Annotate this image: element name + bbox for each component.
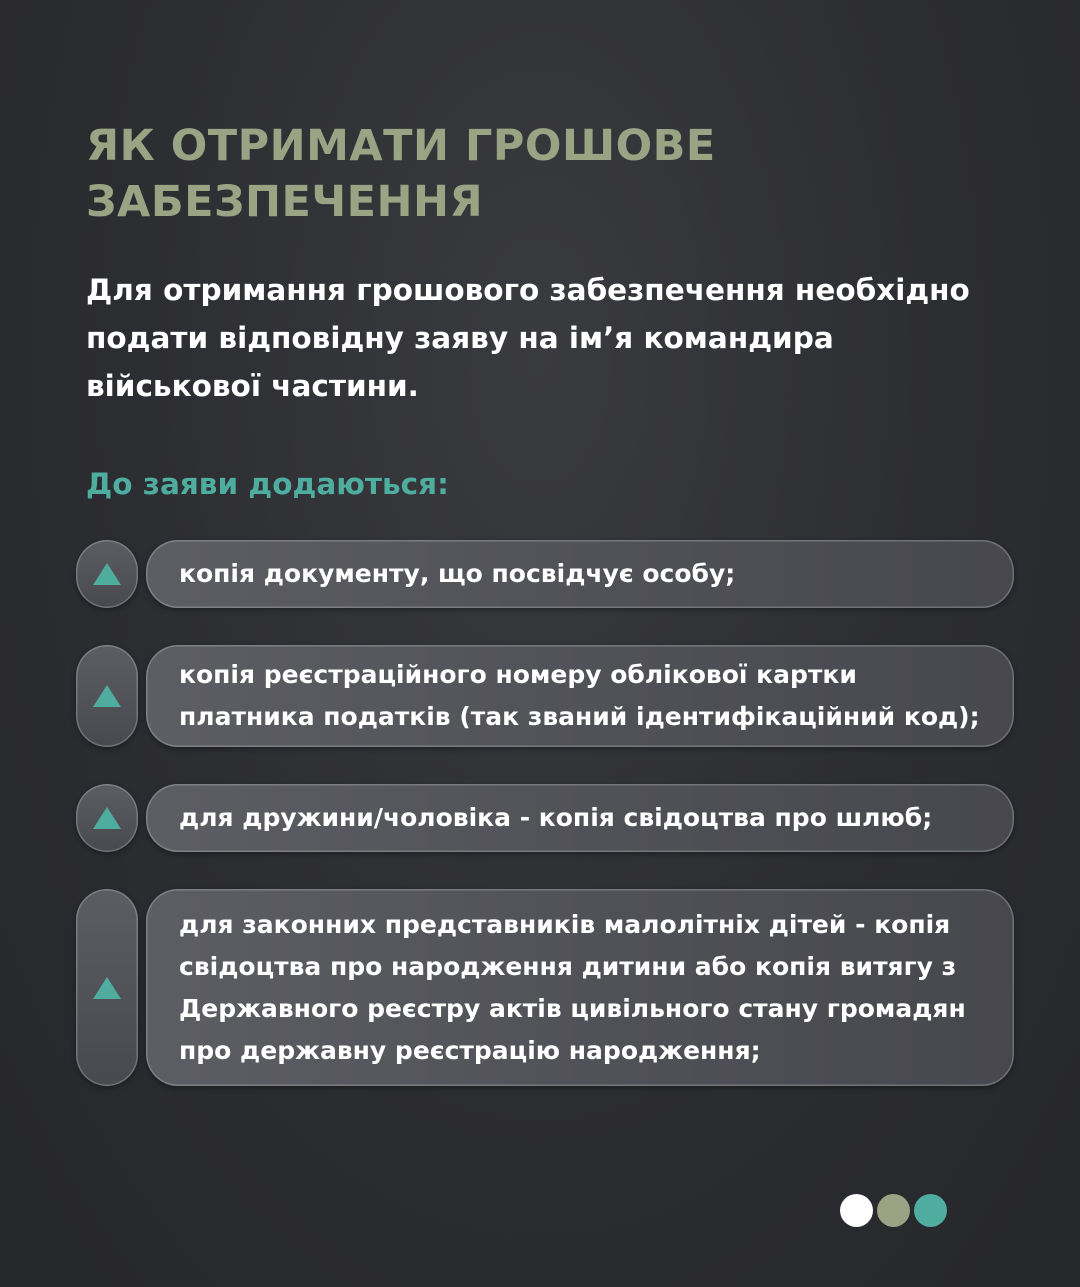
list-item-line: копія документу, що посвідчує особу; [179, 559, 736, 588]
list-item-line: копія реєстраційного номеру облікової картки [179, 660, 857, 689]
bullet-marker [76, 645, 138, 747]
list-item-line: свідоцтва про народження дитини або копія витягу з [179, 951, 957, 981]
title-line-2: ЗАБЕЗПЕЧЕННЯ [86, 177, 484, 227]
bullet-marker [76, 784, 138, 852]
list-item [76, 784, 1016, 852]
bullet-marker [76, 889, 138, 1086]
list-item-card [146, 540, 1014, 608]
list-item-line: Державного реєстру актів цивільного стану громадян [179, 993, 966, 1023]
list-item-line: для законних представників малолітніх дітей - копія [179, 909, 951, 939]
pagination-dot[interactable] [914, 1194, 947, 1227]
list-item-text [179, 797, 932, 839]
intro-line-3: військової частини. [86, 369, 419, 403]
list-item-card [146, 889, 1014, 1086]
bullet-marker [76, 540, 138, 608]
page-title [86, 118, 986, 230]
list-item-line: для дружини/чоловіка - копія свідоцтва про шлюб; [179, 803, 933, 832]
list-item-line: платника податків (так званий ідентифікаційний код); [179, 702, 980, 731]
triangle-icon [93, 685, 121, 707]
pagination-dot[interactable] [877, 1194, 910, 1227]
list-item [76, 889, 1016, 1086]
attachments-heading: До заяви додаються: [86, 467, 449, 501]
pagination-dot[interactable] [840, 1194, 873, 1227]
list-item-line: про державну реєстрацію народження; [179, 1035, 761, 1065]
triangle-icon [93, 977, 121, 999]
list-item-text [179, 553, 735, 595]
list-item-text [179, 904, 966, 1072]
triangle-icon [93, 563, 121, 585]
list-item-card [146, 645, 1014, 747]
list-item-card [146, 784, 1014, 852]
pagination-dots [840, 1194, 947, 1227]
list-item [76, 540, 1016, 608]
list-item-text [179, 654, 980, 738]
list-item [76, 645, 1016, 747]
title-line-1: ЯК ОТРИМАТИ ГРОШОВЕ [86, 121, 716, 171]
triangle-icon [93, 807, 121, 829]
intro-text [86, 266, 1026, 410]
intro-line-2: подати відповідну заяву на ім’я командира [86, 321, 834, 355]
intro-line-1: Для отримання грошового забезпечення необхідно [86, 273, 970, 307]
